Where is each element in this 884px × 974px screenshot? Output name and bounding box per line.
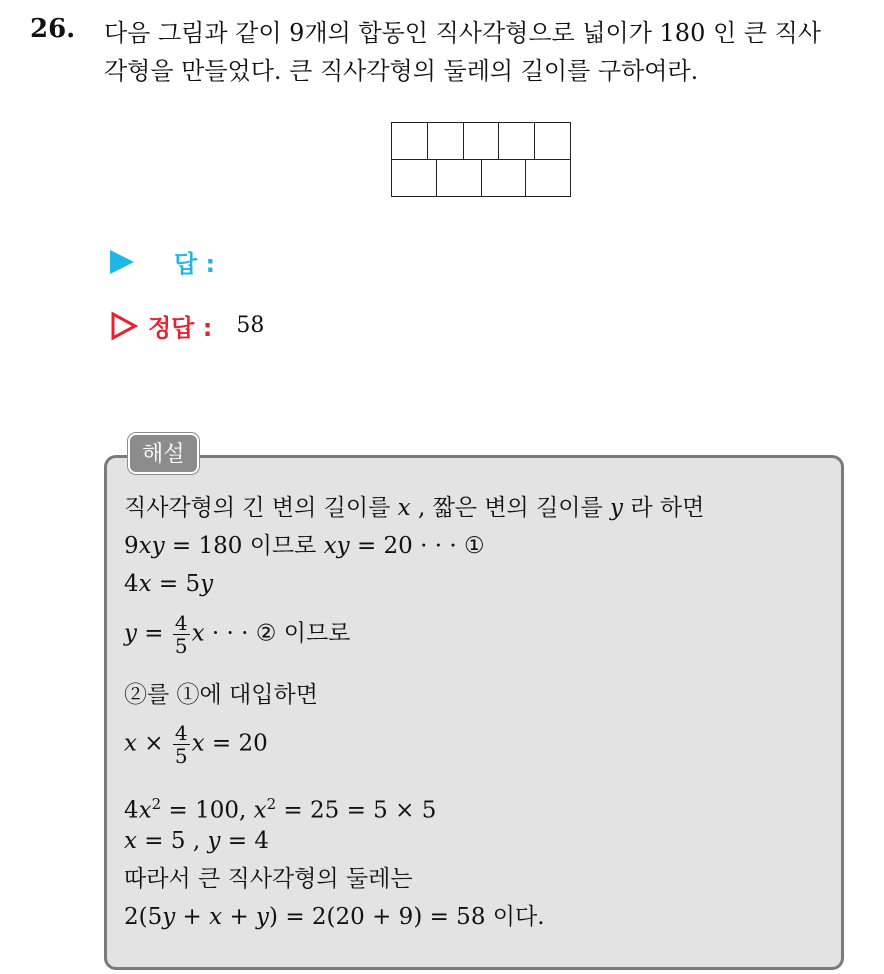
rectangle-figure xyxy=(391,122,571,197)
solution-line-2: 9xy = 180 이므로 xy = 20 · · · ① xyxy=(124,533,485,559)
figure-cell xyxy=(482,160,527,197)
figure-top-row xyxy=(392,123,570,160)
solution-line-10: 2(5y + x + y) = 2(20 + 9) = 58 이다. xyxy=(124,904,545,930)
solution-line-3: 4x = 5y xyxy=(124,571,214,597)
fraction: $\frac{4}{5}$ xyxy=(174,721,188,768)
solution-line-8: x = 5 , y = 4 xyxy=(124,828,269,854)
figure-cell xyxy=(526,160,570,197)
solution-line-5: ②를 ①에 대입하면 xyxy=(124,682,318,708)
solution-tab: 해설 xyxy=(128,433,199,474)
question-text xyxy=(104,14,864,90)
correct-answer-value: 58 xyxy=(236,313,265,338)
figure-bottom-row xyxy=(392,160,570,197)
solution-line-6: x × $\frac{4}{5}$ x = 20 xyxy=(124,721,268,768)
filled-triangle-icon xyxy=(110,250,134,274)
question-line-1: 다음 그림과 같이 9개의 합동인 직사각형으로 넓이가 180 인 큰 직사 xyxy=(104,19,821,47)
answer-row xyxy=(110,244,215,279)
question-number: 26. xyxy=(30,14,76,44)
correct-answer-row xyxy=(110,308,264,343)
solution-line-9: 따라서 큰 직사각형의 둘레는 xyxy=(124,866,413,892)
figure-cell xyxy=(392,123,428,159)
figure-cell xyxy=(499,123,535,159)
figure-cell xyxy=(535,123,570,159)
question-line-2: 각형을 만들었다. 큰 직사각형의 둘레의 길이를 구하여라. xyxy=(104,57,699,85)
figure-cell xyxy=(437,160,482,197)
answer-label: 답 : xyxy=(174,250,216,278)
fraction: $\frac{4}{5}$ xyxy=(174,611,188,658)
figure-cell xyxy=(392,160,437,197)
outline-triangle-icon xyxy=(110,311,138,341)
solution-line-4: y = $\frac{4}{5}$ x · · · ② 이므로 xyxy=(124,611,351,658)
solution-line-1: 직사각형의 긴 변의 길이를 x , 짧은 변의 길이를 y 라 하면 xyxy=(124,495,705,521)
figure-cell xyxy=(464,123,500,159)
correct-answer-label: 정답 : xyxy=(148,314,213,342)
figure-cell xyxy=(428,123,464,159)
solution-line-7: $4x^2 = 100$, $x^2 = 25 = 5 \times 5$ xyxy=(124,795,437,824)
